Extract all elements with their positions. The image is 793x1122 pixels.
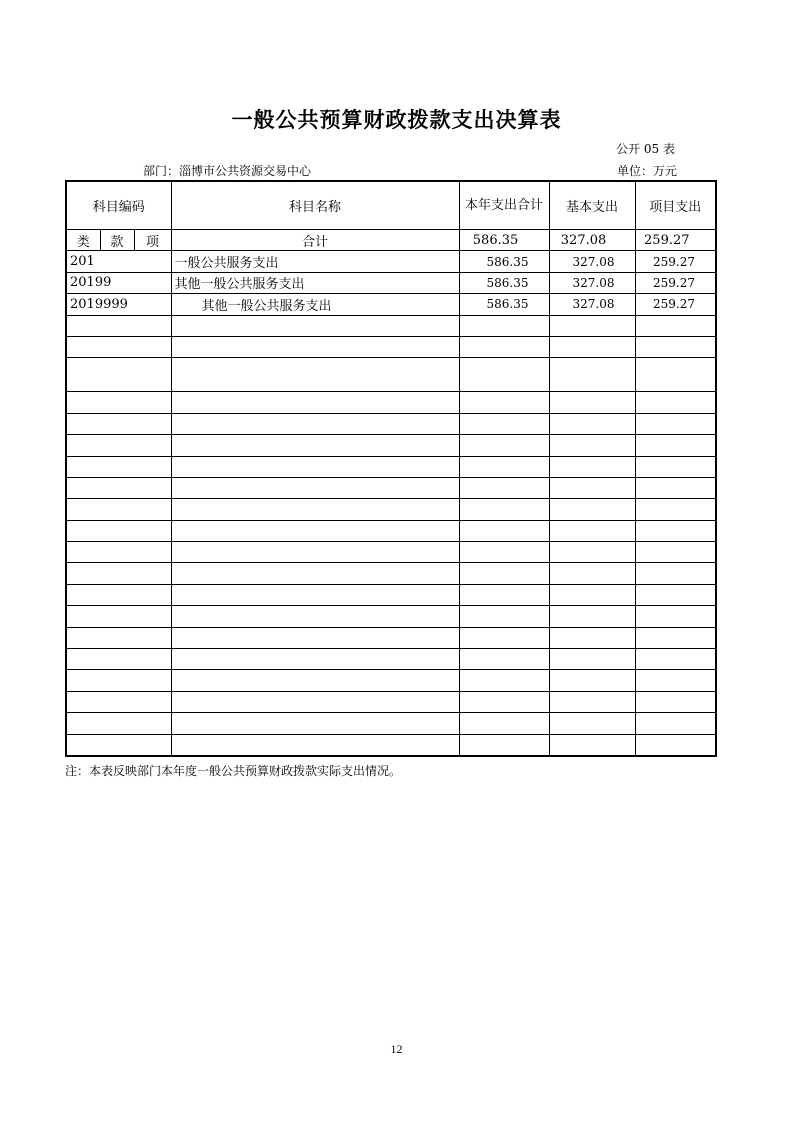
empty-cell — [171, 499, 459, 520]
empty-cell — [171, 691, 459, 712]
empty-cell — [171, 520, 459, 541]
empty-cell — [66, 542, 171, 563]
header-basic: 基本支出 — [549, 181, 635, 230]
empty-cell — [66, 499, 171, 520]
empty-cell — [635, 606, 716, 627]
empty-cell — [549, 358, 635, 392]
table-row — [66, 251, 716, 272]
row-project: 259.27 — [635, 272, 716, 293]
empty-cell — [171, 627, 459, 648]
empty-cell — [635, 691, 716, 712]
empty-cell — [459, 392, 549, 413]
table-row — [66, 294, 716, 315]
row-name: 其他一般公共服务支出 — [171, 272, 459, 293]
total-sum: 586.35 — [459, 230, 549, 251]
empty-cell — [549, 520, 635, 541]
unit-label: 单位：万元 — [616, 164, 677, 178]
empty-cell — [171, 336, 459, 357]
subheader-section: 款 — [100, 230, 134, 251]
empty-row — [66, 435, 716, 456]
empty-cell — [635, 392, 716, 413]
empty-cell — [635, 649, 716, 670]
page-title: 一般公共预算财政拨款支出决算表 — [231, 108, 562, 132]
empty-cell — [459, 713, 549, 734]
empty-cell — [459, 670, 549, 691]
empty-cell — [635, 520, 716, 541]
empty-cell — [171, 734, 459, 756]
header-name: 科目名称 — [171, 181, 459, 230]
empty-cell — [66, 520, 171, 541]
empty-row — [66, 456, 716, 477]
empty-cell — [171, 584, 459, 605]
empty-cell — [459, 456, 549, 477]
empty-cell — [459, 315, 549, 336]
empty-cell — [459, 358, 549, 392]
table-note: 注：本表反映部门本年度一般公共预算财政拨款实际支出情况。 — [65, 764, 402, 778]
row-project: 259.27 — [635, 294, 716, 315]
empty-cell — [549, 691, 635, 712]
empty-row — [66, 477, 716, 498]
row-name: 其他一般公共服务支出 — [171, 294, 459, 315]
empty-row — [66, 713, 716, 734]
empty-cell — [66, 413, 171, 434]
empty-cell — [549, 413, 635, 434]
empty-cell — [66, 315, 171, 336]
row-name: 一般公共服务支出 — [171, 251, 459, 272]
empty-row — [66, 358, 716, 392]
empty-cell — [549, 499, 635, 520]
row-code: 20199 — [66, 272, 171, 293]
empty-row — [66, 315, 716, 336]
empty-cell — [459, 435, 549, 456]
empty-cell — [635, 542, 716, 563]
empty-cell — [635, 734, 716, 756]
row-code: 201 — [66, 251, 171, 272]
total-label: 合计 — [171, 230, 459, 251]
blank-rows — [66, 315, 716, 756]
empty-cell — [171, 670, 459, 691]
empty-row — [66, 670, 716, 691]
empty-cell — [549, 542, 635, 563]
empty-cell — [171, 713, 459, 734]
empty-cell — [549, 477, 635, 498]
empty-row — [66, 413, 716, 434]
empty-cell — [549, 627, 635, 648]
empty-row — [66, 392, 716, 413]
empty-cell — [635, 627, 716, 648]
empty-cell — [635, 670, 716, 691]
empty-cell — [459, 477, 549, 498]
row-basic: 327.08 — [549, 272, 635, 293]
expenditure-table — [65, 180, 717, 757]
row-basic: 327.08 — [549, 294, 635, 315]
empty-cell — [66, 456, 171, 477]
empty-cell — [459, 606, 549, 627]
empty-cell — [549, 435, 635, 456]
empty-cell — [635, 563, 716, 584]
empty-cell — [635, 413, 716, 434]
empty-row — [66, 520, 716, 541]
row-total: 586.35 — [459, 251, 549, 272]
empty-cell — [549, 713, 635, 734]
empty-cell — [171, 358, 459, 392]
empty-cell — [549, 563, 635, 584]
empty-cell — [459, 627, 549, 648]
empty-cell — [66, 435, 171, 456]
total-basic: 327.08 — [549, 230, 635, 251]
empty-cell — [549, 336, 635, 357]
empty-cell — [549, 606, 635, 627]
empty-cell — [459, 542, 549, 563]
empty-cell — [459, 649, 549, 670]
empty-cell — [171, 315, 459, 336]
empty-row — [66, 336, 716, 357]
empty-cell — [459, 520, 549, 541]
empty-cell — [459, 499, 549, 520]
empty-row — [66, 542, 716, 563]
empty-cell — [66, 670, 171, 691]
empty-cell — [66, 477, 171, 498]
header-row — [66, 181, 716, 230]
empty-cell — [459, 413, 549, 434]
empty-cell — [66, 713, 171, 734]
empty-cell — [66, 734, 171, 756]
table-row — [66, 272, 716, 293]
empty-cell — [635, 456, 716, 477]
empty-cell — [549, 734, 635, 756]
empty-cell — [635, 435, 716, 456]
empty-row — [66, 499, 716, 520]
empty-cell — [549, 649, 635, 670]
empty-cell — [66, 627, 171, 648]
empty-cell — [66, 584, 171, 605]
department-label: 部门：淄博市公共资源交易中心 — [143, 164, 312, 178]
empty-cell — [635, 499, 716, 520]
subheader-row — [66, 230, 716, 251]
empty-row — [66, 563, 716, 584]
header-project: 项目支出 — [635, 181, 716, 230]
empty-cell — [66, 649, 171, 670]
empty-cell — [635, 336, 716, 357]
empty-cell — [66, 336, 171, 357]
empty-row — [66, 627, 716, 648]
subheader-class: 类 — [66, 230, 100, 251]
row-total: 586.35 — [459, 272, 549, 293]
empty-cell — [459, 336, 549, 357]
empty-cell — [66, 691, 171, 712]
empty-cell — [171, 542, 459, 563]
page-number: 12 — [390, 1042, 403, 1056]
empty-cell — [171, 392, 459, 413]
row-total: 586.35 — [459, 294, 549, 315]
empty-cell — [171, 477, 459, 498]
empty-row — [66, 734, 716, 756]
form-number: 公开 05 表 — [616, 142, 675, 156]
empty-cell — [66, 563, 171, 584]
empty-cell — [459, 584, 549, 605]
empty-cell — [171, 435, 459, 456]
empty-cell — [635, 584, 716, 605]
empty-cell — [549, 315, 635, 336]
empty-cell — [171, 606, 459, 627]
empty-cell — [549, 584, 635, 605]
empty-cell — [66, 358, 171, 392]
subheader-item: 项 — [134, 230, 171, 251]
empty-row — [66, 649, 716, 670]
empty-cell — [459, 563, 549, 584]
empty-cell — [171, 649, 459, 670]
total-project: 259.27 — [635, 230, 716, 251]
empty-row — [66, 691, 716, 712]
empty-cell — [171, 413, 459, 434]
row-basic: 327.08 — [549, 251, 635, 272]
header-total: 本年支出合计 — [459, 181, 549, 230]
empty-cell — [549, 392, 635, 413]
empty-cell — [66, 392, 171, 413]
empty-cell — [635, 315, 716, 336]
header-code: 科目编码 — [66, 181, 171, 230]
empty-cell — [171, 456, 459, 477]
empty-cell — [635, 713, 716, 734]
empty-cell — [635, 358, 716, 392]
empty-cell — [549, 456, 635, 477]
empty-cell — [459, 734, 549, 756]
empty-cell — [635, 477, 716, 498]
empty-row — [66, 606, 716, 627]
empty-cell — [171, 563, 459, 584]
empty-cell — [66, 606, 171, 627]
empty-cell — [459, 691, 549, 712]
row-code: 2019999 — [66, 294, 171, 315]
empty-cell — [549, 670, 635, 691]
row-project: 259.27 — [635, 251, 716, 272]
empty-row — [66, 584, 716, 605]
